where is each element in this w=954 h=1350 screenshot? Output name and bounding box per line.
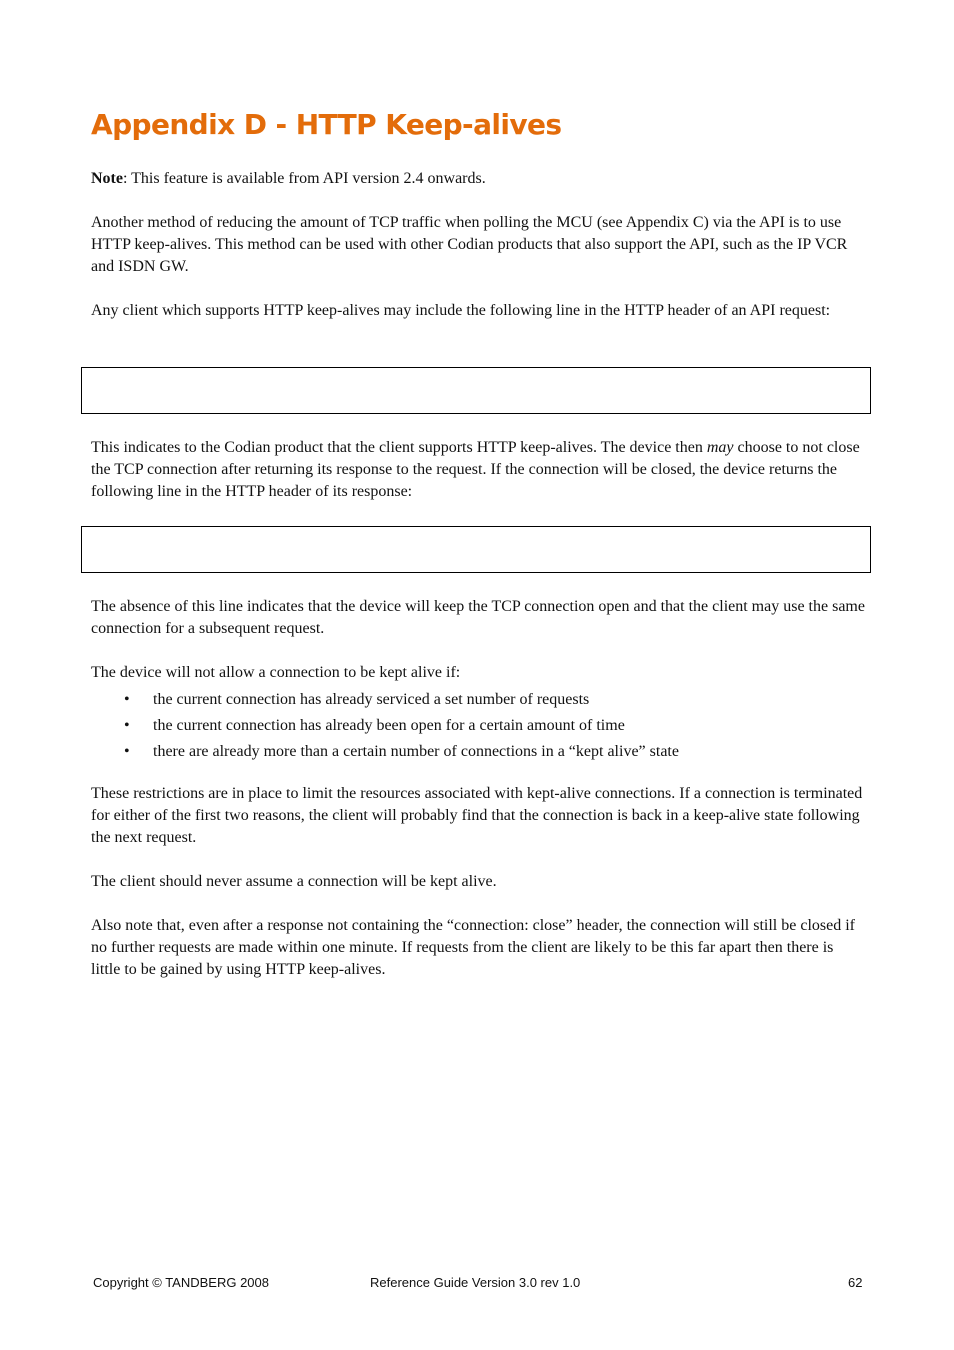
page-title: Appendix D - HTTP Keep-alives (91, 108, 562, 141)
absence-paragraph: The absence of this line indicates that the device will keep the TCP connection open and that the client may use the same connection for a subsequent request. (91, 598, 865, 637)
note-label: Note (91, 170, 123, 187)
device-response-text-end: choose to not close the TCP connection after returning its response to the request. If the connection will be closed, the device returns the following line in the HTTP header of its response: (91, 439, 860, 500)
bullet-icon: • (124, 717, 130, 734)
conditions-list (91, 687, 851, 765)
request-header-code-box (81, 367, 871, 414)
device-response-italic: may (706, 439, 734, 456)
client-header-paragraph: Any client which supports HTTP keep-alives may include the following line in the HTTP header of an API request: (91, 302, 831, 319)
device-response-text-start: This indicates to the Codian product that the client supports HTTP keep-alives. The device then (91, 439, 707, 456)
bullet-icon: • (124, 691, 130, 708)
intro-paragraph: Another method of reducing the amount of TCP traffic when polling the MCU (see Appendix C) via the API is to use HTTP keep-alives. This method can be used with other Codian products that also support the API, such as the IP VCR and ISDN GW. (91, 214, 848, 275)
note-text: : This feature is available from API version 2.4 onwards. (122, 170, 486, 187)
restrictions-paragraph: These restrictions are in place to limit the resources associated with kept-alive connections. If a connection is terminated for either of the first two reasons, the client will probably find that the connection is back in a keep-alive state following the next request. (91, 785, 863, 846)
conditions-intro-paragraph: The device will not allow a connection to be kept alive if: (91, 664, 461, 681)
note-paragraph (91, 168, 866, 190)
list-item (91, 713, 851, 739)
list-item (91, 687, 851, 713)
device-response-paragraph (91, 437, 866, 503)
footer-page-number: 62 (848, 1275, 863, 1290)
list-item-text: the current connection has already been open for a certain amount of time (153, 717, 625, 734)
list-item-text: the current connection has already serviced a set number of requests (153, 691, 590, 708)
bullet-icon: • (124, 743, 130, 760)
timeout-paragraph: Also note that, even after a response not containing the “connection: close” header, the connection will still be closed if no further requests are made within one minute. If requests from the client are likely to be this far apart then there is little to be gained by using HTTP keep-alives. (91, 917, 855, 978)
list-item (91, 739, 851, 765)
list-item-text: there are already more than a certain number of connections in a “kept alive” state (153, 743, 679, 760)
never-assume-paragraph: The client should never assume a connection will be kept alive. (91, 873, 497, 890)
footer-guide-version: Reference Guide Version 3.0 rev 1.0 (370, 1275, 581, 1290)
footer-copyright: Copyright © TANDBERG 2008 (93, 1275, 270, 1290)
response-header-code-box (81, 526, 871, 573)
